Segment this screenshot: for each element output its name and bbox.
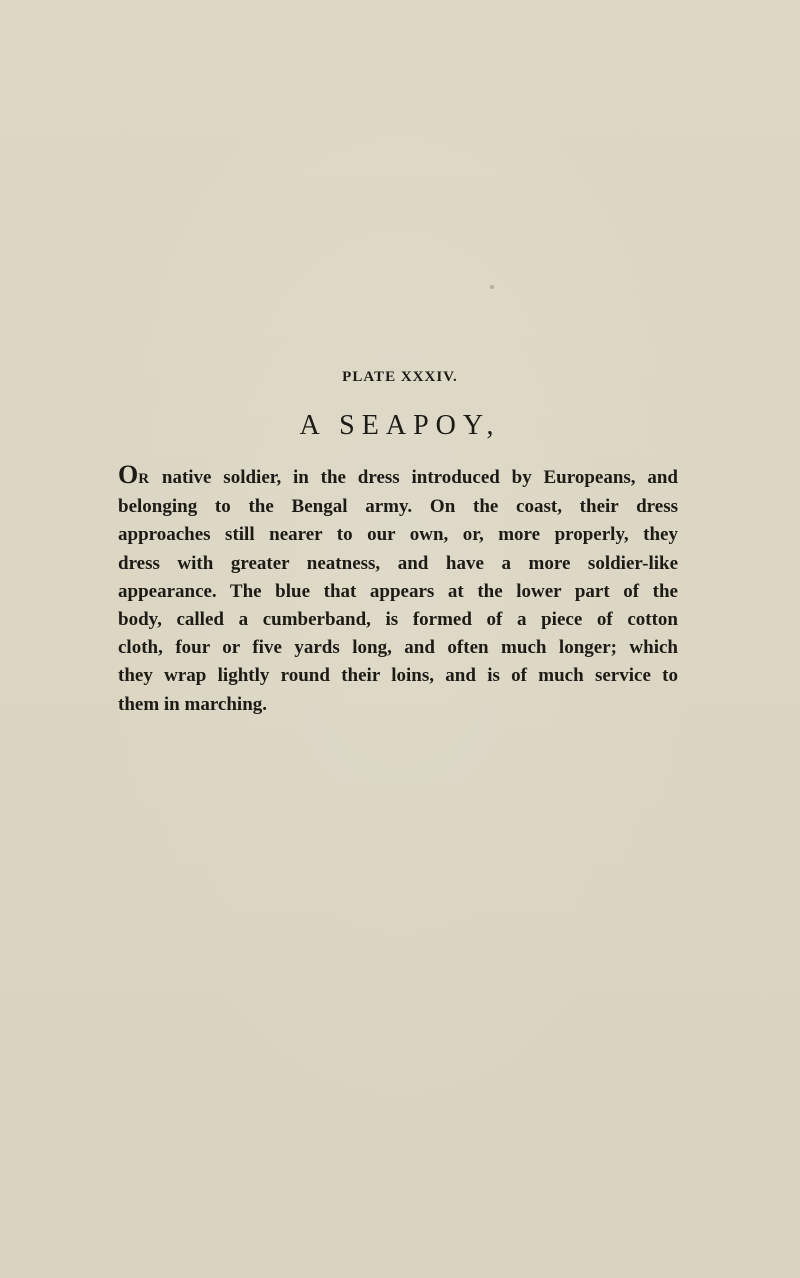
plate-label: PLATE XXXIV. bbox=[342, 369, 458, 385]
text-line: cloth, four or five yards long, and often much longer; which bbox=[118, 637, 678, 659]
page-title: A SEAPOY, bbox=[299, 410, 501, 441]
text-line: body, called a cumberband, is formed of a piece of cotton bbox=[118, 609, 678, 631]
drop-cap: O bbox=[118, 460, 139, 489]
text-line: dress with greater neatness, and have a more soldier-like bbox=[118, 552, 678, 574]
text-line bbox=[118, 462, 678, 493]
text-line: approaches still nearer to our own, or, more properly, they bbox=[118, 524, 678, 546]
text-line: them in marching. bbox=[118, 693, 268, 715]
small-cap: R bbox=[138, 471, 151, 487]
text-line: they wrap lightly round their loins, and is of much service to bbox=[118, 665, 678, 687]
text-line: belonging to the Bengal army. On the coast, their dress bbox=[118, 496, 678, 518]
body-paragraph bbox=[118, 462, 678, 719]
text-line: appearance. The blue that appears at the lower part of the bbox=[118, 580, 678, 602]
text-line-content: native soldier, in the dress introduced by Europeans, and bbox=[150, 467, 678, 488]
paper-speck bbox=[490, 285, 494, 289]
